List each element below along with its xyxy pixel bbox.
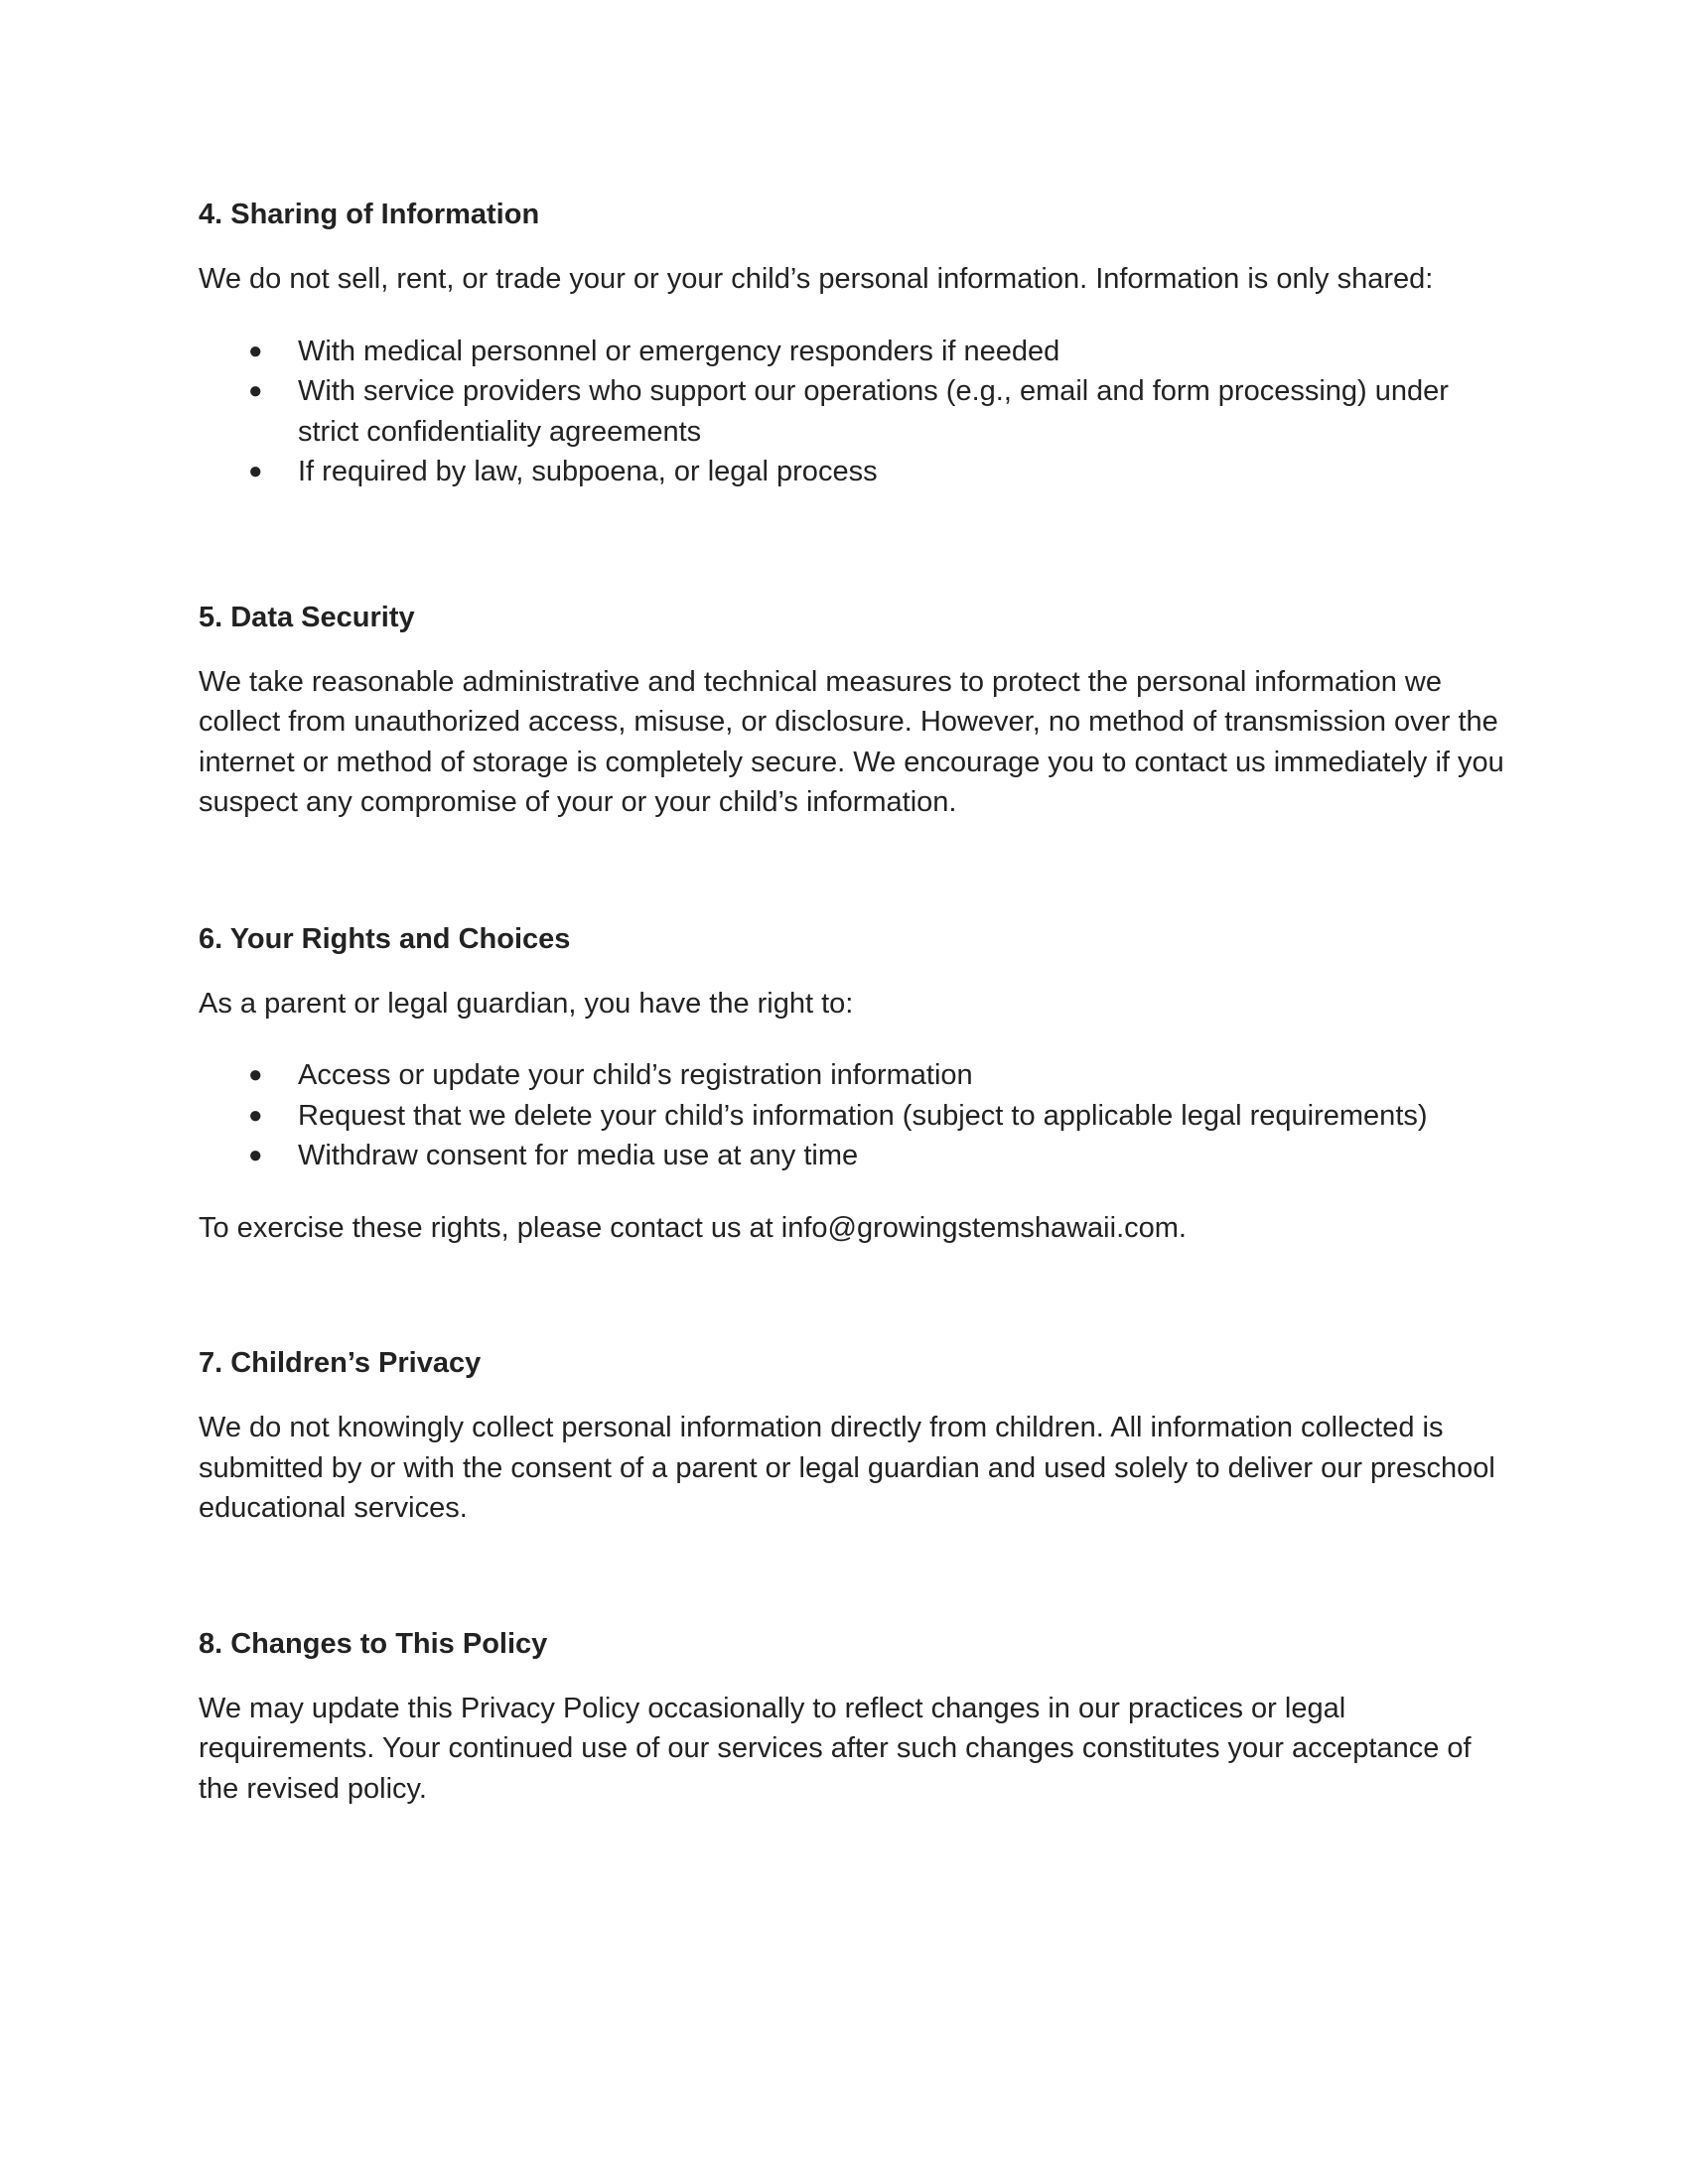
section-sharing-of-information: [199, 195, 1509, 492]
list-item-text: Withdraw consent for media use at any time: [298, 1140, 859, 1171]
section-heading: 4. Sharing of Information: [199, 199, 540, 230]
section-heading: 5. Data Security: [199, 601, 415, 633]
section-body: We may update this Privacy Policy occasionally to reflect changes in our practices or legal requirements. Your continued use of our services after such changes constitutes your acceptance of the revised policy.: [199, 1692, 1472, 1805]
bullet-icon: ●: [248, 458, 263, 484]
bullet-icon: ●: [248, 377, 263, 404]
bullet-list: [199, 332, 1509, 492]
bullet-icon: ●: [248, 1061, 263, 1088]
section-your-rights-and-choices: [199, 919, 1509, 1249]
list-item: [199, 1136, 1509, 1176]
list-item: [199, 1055, 1509, 1096]
list-item: [199, 332, 1509, 372]
section-body: We take reasonable administrative and technical measures to protect the personal information we collect from unauthorized access, misuse, or disclosure. However, no method of transmission over the internet or method of storage is completely secure. We encourage you to contact us immediately if you suspect any compromise of your or your child’s information.: [199, 665, 1504, 818]
list-item-text: With medical personnel or emergency responders if needed: [298, 335, 1060, 367]
list-item-text: If required by law, subpoena, or legal process: [298, 456, 878, 487]
list-item: [199, 1096, 1509, 1137]
bullet-icon: ●: [248, 1142, 263, 1168]
section-closing: To exercise these rights, please contact us at info@growingstemshawaii.com.: [199, 1211, 1187, 1244]
list-item-text: Access or update your child’s registration information: [298, 1059, 973, 1091]
section-intro: We do not sell, rent, or trade your or your child’s personal information. Information is only shared:: [199, 263, 1434, 295]
section-heading: 8. Changes to This Policy: [199, 1627, 548, 1660]
document-page: [199, 195, 1509, 1809]
bullet-icon: ●: [248, 1101, 263, 1129]
section-heading: 7. Children’s Privacy: [199, 1347, 482, 1379]
section-intro: As a parent or legal guardian, you have the right to:: [199, 987, 854, 1020]
list-item: [199, 452, 1509, 492]
section-heading: 6. Your Rights and Choices: [199, 922, 571, 955]
list-item-text: Request that we delete your child’s information (subject to applicable legal requirements): [298, 1099, 1428, 1132]
bullet-icon: ●: [248, 337, 263, 364]
list-item-text: With service providers who support our operations (e.g., email and form processing) under strict confidentiality agreements: [298, 375, 1449, 448]
list-item: [199, 371, 1509, 452]
section-changes-to-this-policy: [199, 1624, 1509, 1810]
bullet-list: [199, 1055, 1509, 1176]
section-body: We do not knowingly collect personal information directly from children. All information collected is submitted by or with the consent of a parent or legal guardian and used solely to deliver our preschool educational services.: [199, 1412, 1495, 1524]
section-childrens-privacy: [199, 1343, 1509, 1529]
section-data-security: [199, 598, 1509, 823]
